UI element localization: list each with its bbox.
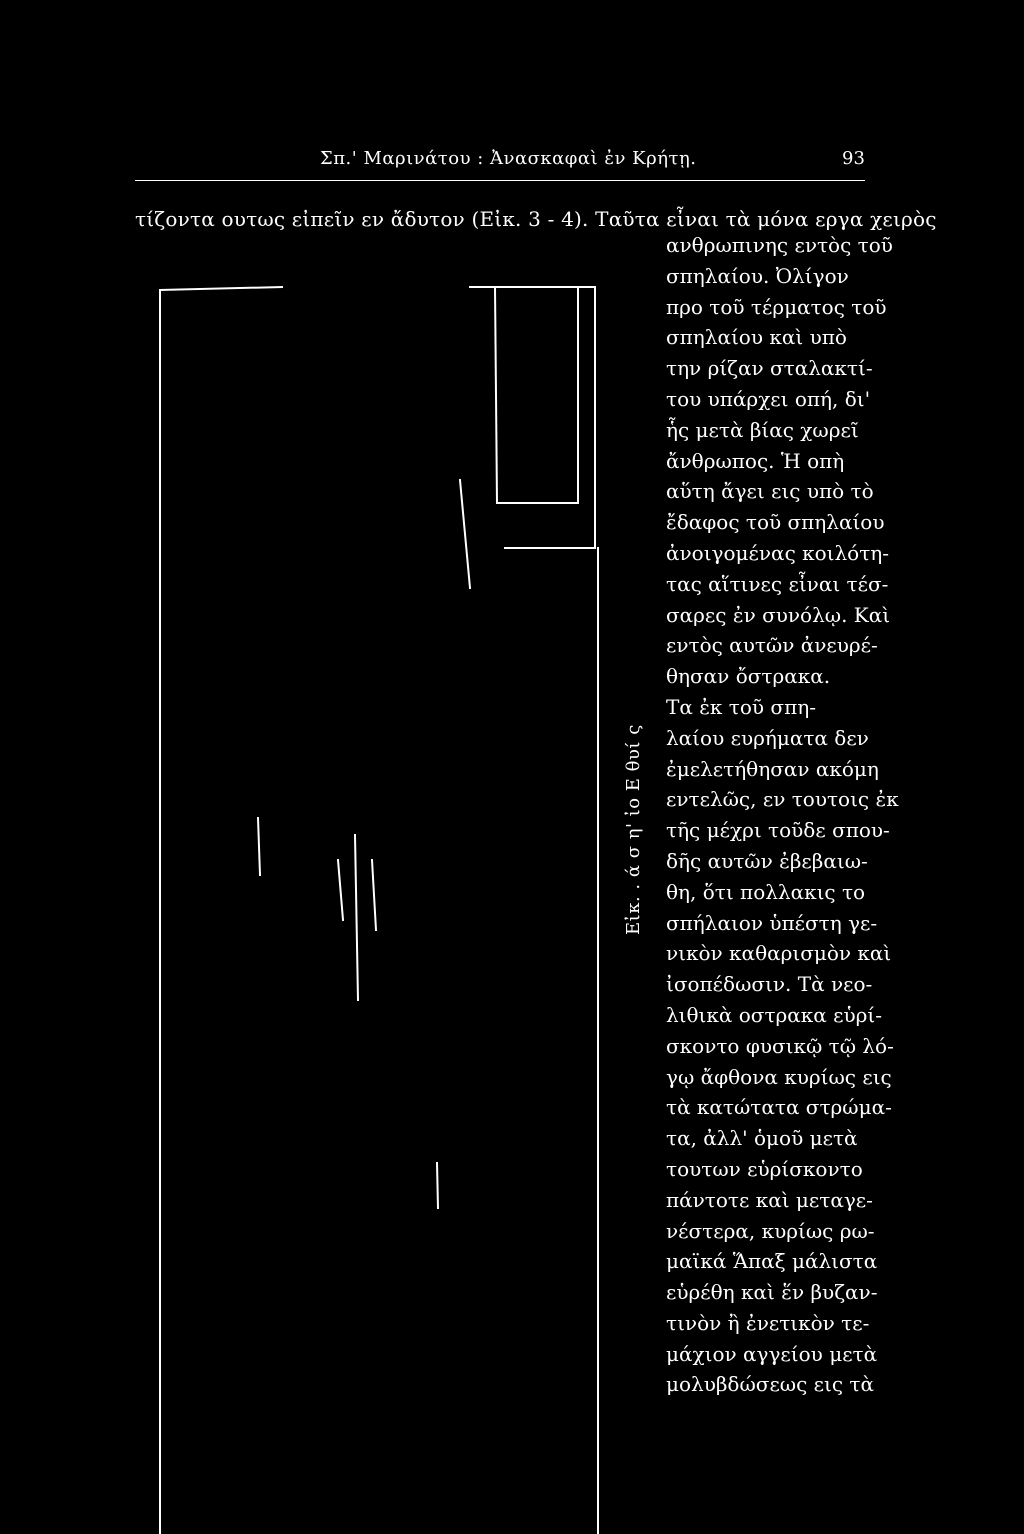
body-text-line: εὑρέθη καὶ ἕν βυζαν- — [666, 1280, 878, 1305]
body-text-line: λαίου ευρήματα δεν — [666, 725, 869, 750]
body-text-line: μάχιον αγγείου μετὰ — [666, 1341, 878, 1366]
running-head: Σπ.' Μαρινάτου : Ἀνασκαφαὶ ἐν Κρήτῃ. — [320, 148, 697, 169]
body-text-line: τῆς μέχρι τοῦδε σπου- — [666, 818, 890, 843]
body-text-line: εντὸς αυτῶν ἀνευρέ- — [666, 633, 878, 658]
body-text-line: ανθρωπινης εντὸς τοῦ — [666, 233, 893, 257]
body-text-line: σπήλαιον ὑπέστη γε- — [666, 910, 878, 935]
page-number: 93 — [842, 148, 865, 169]
body-text-line: αὕτη ἄγει εις υπὸ τὸ — [666, 479, 874, 504]
body-text-line: σπηλαίου καὶ υπὸ — [666, 325, 847, 350]
body-text-line: του υπάρχει οπή, δι' — [666, 386, 871, 411]
body-text-line: εντελῶς, εν τουτοις ἐκ — [666, 787, 899, 812]
body-text-line: θησαν ὄστρακα. — [666, 664, 831, 689]
body-text-line: λιθικὰ οστρακα εὑρί- — [666, 1002, 883, 1027]
body-text-line: προ τοῦ τέρματος τοῦ — [666, 294, 887, 319]
body-text-line: τὰ κατώτατα στρώμα- — [666, 1095, 892, 1120]
body-text-line: μαϊκά Ἅπαξ μάλιστα — [666, 1249, 878, 1274]
wall-fragment-2 — [258, 818, 260, 875]
body-text-line: τα, ἀλλ' ὁμοῦ μετὰ — [666, 1126, 858, 1151]
body-text-line: την ρίζαν σταλακτί- — [666, 356, 873, 381]
body-text-line: δῆς αυτῶν ἐβεβαιω- — [666, 848, 868, 873]
body-text-line: σαρες ἐν συνόλῳ. Καὶ — [666, 602, 891, 627]
body-text-line: μολυβδώσεως εις τὰ — [666, 1372, 874, 1397]
body-text-line: σκοντο φυσικῷ τῷ λό- — [666, 1033, 894, 1058]
body-text-line: σπηλαίου. Ὀλίγον — [666, 263, 849, 288]
figure-caption: Εἰκ. . ά σ η' ἰο Ε θυί ς — [623, 724, 644, 935]
body-first-line: τίζοντα ουτως εἰπεῖν εν ἄδυτον (Εἰκ. 3 - 4). Ταῦτα εἶναι τὰ μόνα εργα χειρὸς — [135, 207, 937, 231]
body-text-line: νέστερα, κυρίως ρω- — [666, 1218, 875, 1243]
body-text-line: ἔδαφος τοῦ σπηλαίου — [666, 510, 885, 535]
wall-fragment-6 — [437, 1163, 438, 1208]
body-text-line: ἄνθρωπος. Ἡ οπὴ — [666, 448, 845, 473]
body-text-line: τουτων εὑρίσκοντο — [666, 1156, 863, 1181]
inner-wall-left — [495, 287, 497, 503]
body-text-line: ἀνοιγομένας κοιλότη- — [666, 540, 890, 565]
body-text-line: τας αἵτινες εἶναι τέσ- — [666, 571, 889, 596]
body-text-line: Τα ἐκ τοῦ σπη- — [666, 694, 816, 719]
wall-fragment-4 — [355, 835, 358, 1000]
wall-fragment-1 — [460, 480, 470, 588]
body-text-line: ἐμελετήθησαν ακόμη — [666, 756, 879, 781]
body-text-line: ἰσοπέδωσιν. Τὰ νεο- — [666, 972, 873, 997]
body-text-line: πάντοτε καὶ μεταγε- — [666, 1187, 873, 1212]
body-text-line: ἧς μετὰ βίας χωρεῖ — [666, 417, 859, 442]
wall-fragment-5 — [372, 860, 376, 930]
wall-fragment-3 — [338, 860, 343, 920]
body-text-line: νικὸν καθαρισμὸν καὶ — [666, 941, 892, 966]
body-text-line: θη, ὅτι πολλακις το — [666, 879, 866, 904]
body-text-line: τινὸν ἢ ἐνετικὸν τε- — [666, 1310, 870, 1335]
frame-top-left — [160, 287, 282, 290]
body-text-line: γῳ ἄφθονα κυρίως εις — [666, 1064, 892, 1089]
